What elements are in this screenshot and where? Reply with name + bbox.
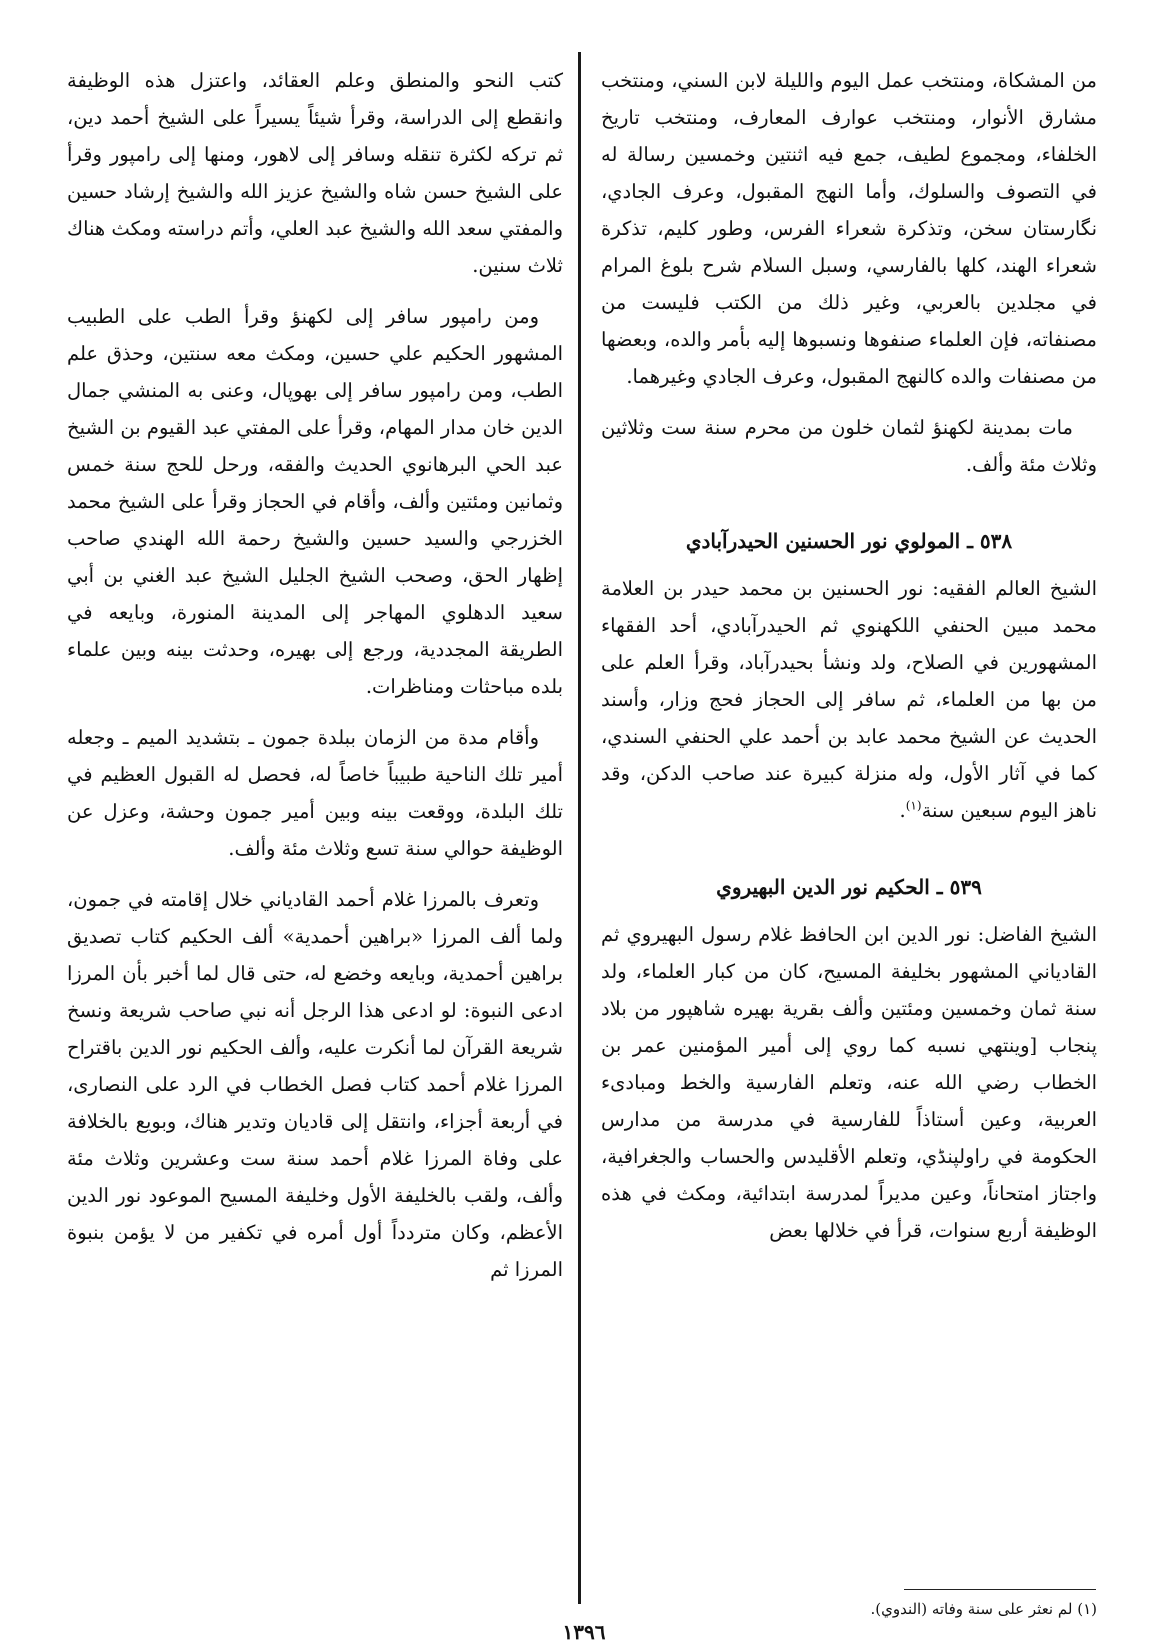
paragraph: ومن رامپور سافر إلى لكهنؤ وقرأ الطب على الطبيب المشهور الحكيم علي حسين، ومكث معه سنتين، وحذق علم الطب، ومن رامپور سافر إلى بهوپال، وعنى به المنشي جمال الدين خان مدار المهام، وقرأ على المفتي عبد القيوم بن الشيخ عبد الحي البرهانوي الحديث والفقه، ورحل للحج سنة خمس وثمانين ومئتين وألف، وأقام في الحجاز وقرأ على الشيخ محمد الخزرجي والسيد حسين والشيخ رحمة الله الهندي صاحب إظهار الحق، وصحب الشيخ الجليل الشيخ عبد الغني بن أبي سعيد الدهلوي المهاجر إلى المدينة المنورة، وبايعه في الطريقة المجددية، ورجع إلى بهيره، وحدثت بينه وبين علماء بلده مباحثات ومناظرات. <box>66 305 563 698</box>
paragraph: كتب النحو والمنطق وعلم العقائد، واعتزل هذه الوظيفة وانقطع إلى الدراسة، وقرأ شيئاً يسيراً على الشيخ أحمد دين، ثم تركه لكثرة تنقله وسافر إلى لاهور، ومنها إلى رامپور وقرأ على الشيخ حسن شاه والشيخ عزيز الله والشيخ إرشاد حسين والمفتي سعد الله والشيخ عبد العلي، وأتم دراسته ومكث هناك ثلاث سنين. <box>67 69 563 277</box>
paragraph <box>601 570 1097 829</box>
left-column <box>67 62 563 1302</box>
paragraph: الشيخ الفاضل: نور الدين ابن الحافظ غلام رسول البهيروي ثم القادياني المشهور بخليفة المسيح، كان من كبار العلماء، ولد سنة ثمان وخمسين ومئتين وألف بقرية بهيره شاهپور من بلاد پنجاب [وينتهي نسبه كما روي إلى أمير المؤمنين عمر بن الخطاب رضي الله عنه، وتعلم الفارسية والخط ومبادىء العربية، وعين أستاذاً للفارسية في مدرسة من مدارس الحكومة في راولپنڈي، وتعلم الأقليدس والحساب والجغرافية، واجتاز امتحاناً، وعين مديراً لمدرسة ابتدائية، ومكث في هذه الوظيفة أربع سنوات، قرأ في خلالها بعض <box>601 923 1097 1242</box>
footnote <box>780 1598 1097 1620</box>
column-divider <box>578 52 581 1604</box>
footnote-number: (١) <box>1077 1600 1097 1618</box>
paragraph: مات بمدينة لكهنؤ لثمان خلون من محرم سنة ست وثلاثين وثلاث مئة وألف. <box>601 416 1097 476</box>
footnote-text: لم نعثر على سنة وفاته (الندوي). <box>870 1600 1073 1618</box>
paragraph: وتعرف بالمرزا غلام أحمد القادياني خلال إقامته في جمون، ولما ألف المرزا «براهين أحمدية» ألف الحكيم كتاب تصديق براهين أحمدية، وبايعه وخضع له، حتى قال لما أخبر بأن المرزا ادعى النبوة: لو ادعى هذا الرجل أنه نبي صاحب شريعة ونسخ شريعة القرآن لما أنكرت عليه، وألف الحكيم نور الدين باقتراح المرزا غلام أحمد كتاب فصل الخطاب في الرد على النصارى، في أربعة أجزاء، وانتقل إلى قاديان وتدير هناك، وبويع بالخلافة على وفاة المرزا غلام أحمد سنة ست وعشرين وثلاث مئة وألف، ولقب بالخليفة الأول وخليفة المسيح الموعود نور الدين الأعظم، وكان متردداً أول أمره في تكفير من لا يؤمن بنبوة المرزا ثم <box>67 888 563 1281</box>
footnote-reference[interactable]: (١) <box>905 798 922 813</box>
right-column <box>601 62 1097 1263</box>
paragraph: وأقام مدة من الزمان ببلدة جمون ـ بتشديد الميم ـ وجعله أمير تلك الناحية طبيباً خاصاً له، فحصل له القبول العظيم في تلك البلدة، ووقعت بينه وبين أمير جمون وحشة، وعزل عن الوظيفة حوالي سنة تسع وثلاث مئة وألف. <box>67 726 563 860</box>
footnote-rule <box>904 1589 1096 1590</box>
paragraph: من المشكاة، ومنتخب عمل اليوم والليلة لابن السني، ومنتخب مشارق الأنوار، ومنتخب عوارف المعارف، ومنتخب تاريخ الخلفاء، ومجموع لطيف، جمع فيه اثنتين وخمسين رسالة له في التصوف والسلوك، وأما النهج المقبول، وعرف الجادي، نگارستان سخن، وتذكرة شعراء الفرس، وطور كليم، تذكرة شعراء الهند، كلها بالفارسي، وسبل السلام شرح بلوغ المرام في مجلدين بالعربي، وغير ذلك من الكتب فليست من مصنفاته، فإن العلماء صنفوها ونسبوها إليه بأمر والده، وبعضها من مصنفات والده كالنهج المقبول، وعرف الجادي وغيرهما. <box>601 69 1097 388</box>
paragraph-text: الشيخ العالم الفقيه: نور الحسنين بن محمد حيدر بن العلامة محمد مبين الحنفي اللكهنوي ثم الحيدرآبادي، أحد الفقهاء المشهورين في الصلاح، ولد ونشأ بحيدرآباد، وقرأ العلم على من بها من العلماء، ثم سافر إلى الحجاز فحج وزار، وأسند الحديث عن الشيخ محمد عابد بن أحمد علي الحنفي السندي، كما في آثار الأول، وله منزلة كبيرة عند صاحب الدكن، وقد ناهز اليوم سبعين سنة <box>601 577 1097 822</box>
entry-heading-538: ٥٣٨ ـ المولوي نور الحسنين الحيدرآبادي <box>685 529 1013 553</box>
page-number: ١٣٩٦ <box>562 1620 606 1644</box>
paragraph-end: . <box>899 799 906 822</box>
entry-heading-539: ٥٣٩ ـ الحكيم نور الدين البهيروي <box>716 875 982 899</box>
